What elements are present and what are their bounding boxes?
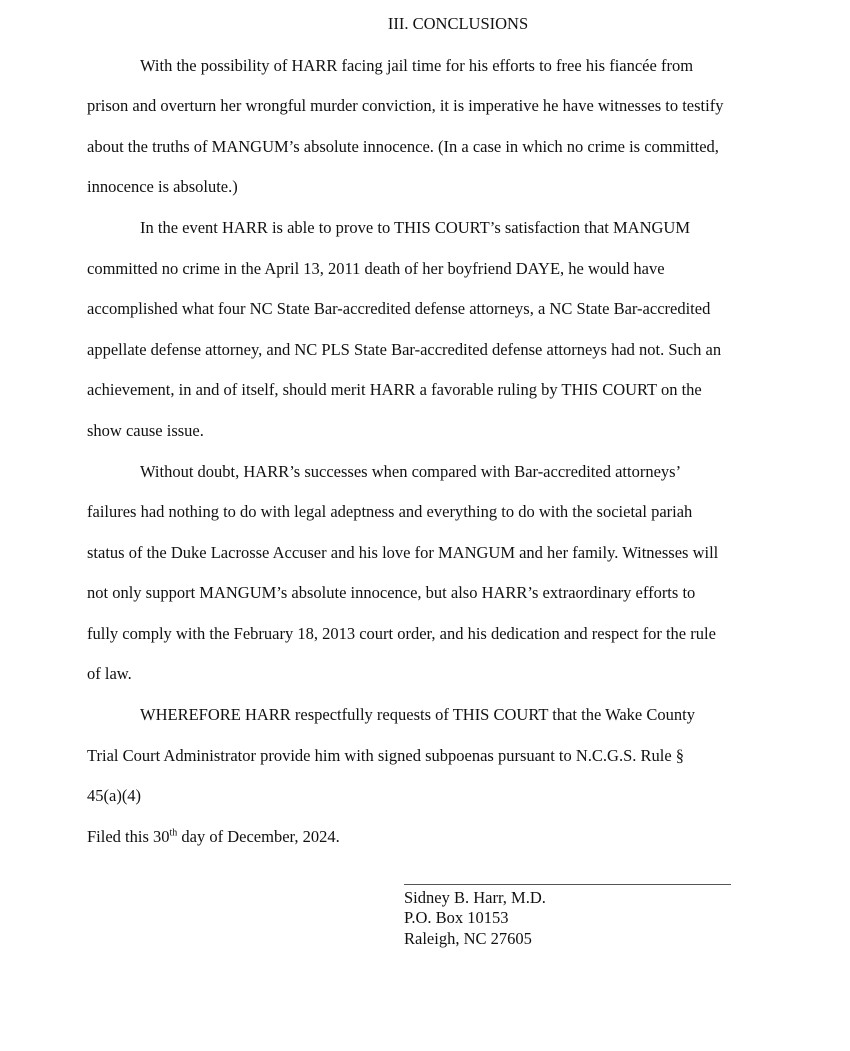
paragraph-3-line-3: status of the Duke Lacrosse Accuser and his love for MANGUM and her family. Witnesses will (87, 543, 719, 562)
paragraph-3-line-2: failures had nothing to do with legal adeptness and everything to do with the societal pariah (87, 502, 693, 521)
paragraph-4-line-1: WHEREFORE HARR respectfully requests of THIS COURT that the Wake County (140, 705, 695, 724)
paragraph-1-line-3: about the truths of MANGUM’s absolute innocence. (In a case in which no crime is committed, (87, 137, 719, 156)
paragraph-3-line-5: fully comply with the February 18, 2013 court order, and his dedication and respect for the rule (87, 624, 716, 643)
filed-suffix: day of December, 2024. (177, 827, 340, 846)
paragraph-2-line-1: In the event HARR is able to prove to THIS COURT’s satisfaction that MANGUM (140, 218, 691, 237)
filed-date (87, 827, 340, 847)
paragraph-2-line-6: show cause issue. (87, 421, 204, 440)
paragraph-3-line-6: of law. (87, 664, 132, 683)
paragraph-2-line-3: accomplished what four NC State Bar-accredited defense attorneys, a NC State Bar-accredited (87, 299, 711, 318)
paragraph-1-line-4: innocence is absolute.) (87, 177, 238, 196)
paragraph-1-line-1: With the possibility of HARR facing jail time for his efforts to free his fiancée from (140, 56, 694, 75)
signature-name: Sidney B. Harr, M.D. (404, 888, 546, 907)
paragraph-3-line-4: not only support MANGUM’s absolute innocence, but also HARR’s extraordinary efforts to (87, 583, 696, 602)
paragraph-1-line-2: prison and overturn her wrongful murder conviction, it is imperative he have witnesses to testify (87, 96, 724, 115)
paragraph-4-line-2: Trial Court Administrator provide him with signed subpoenas pursuant to N.C.G.S. Rule § (87, 746, 685, 765)
paragraph-2-line-5: achievement, in and of itself, should merit HARR a favorable ruling by THIS COURT on the (87, 380, 702, 399)
paragraph-3-line-1: Without doubt, HARR’s successes when compared with Bar-accredited attorneys’ (140, 462, 682, 481)
filed-prefix: Filed this 30 (87, 827, 170, 846)
signature-line (404, 884, 731, 885)
paragraph-4-line-3: 45(a)(4) (87, 786, 142, 805)
signature-address-line-2: Raleigh, NC 27605 (404, 929, 532, 948)
paragraph-2-line-4: appellate defense attorney, and NC PLS State Bar-accredited defense attorneys had not. Such an (87, 340, 722, 359)
filed-superscript: th (169, 827, 178, 839)
section-heading: III. CONCLUSIONS (387, 14, 529, 33)
paragraph-2-line-2: committed no crime in the April 13, 2011 death of her boyfriend DAYE, he would have (87, 259, 665, 278)
signature-address-line-1: P.O. Box 10153 (404, 908, 509, 927)
